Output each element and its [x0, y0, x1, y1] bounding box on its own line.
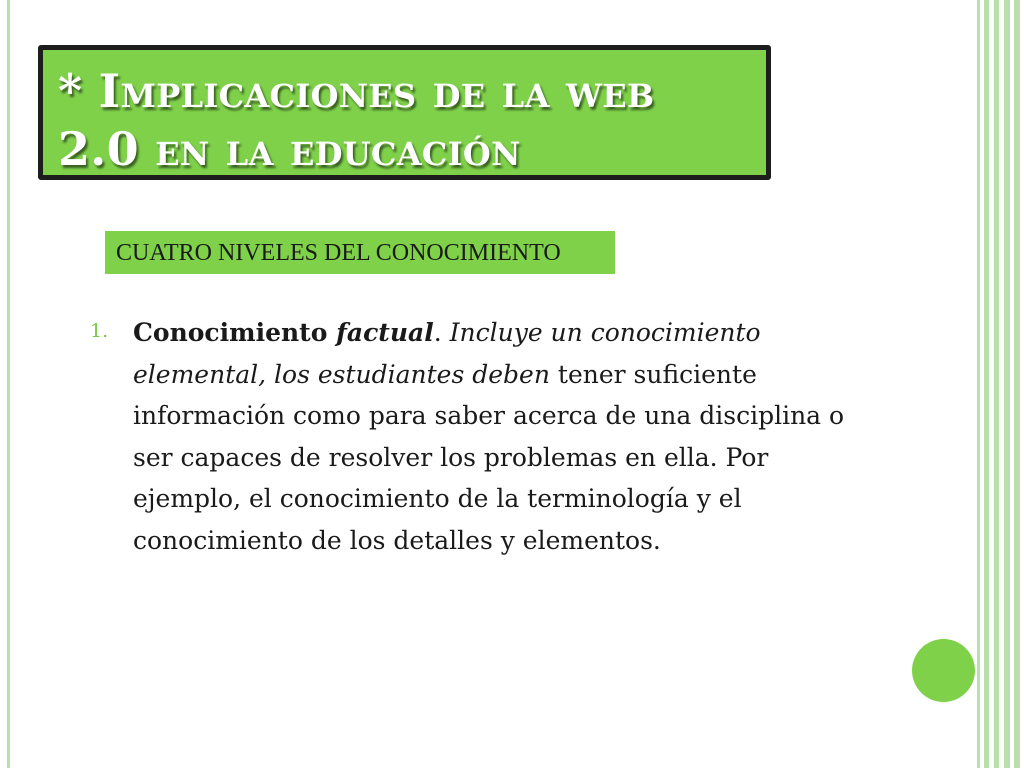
term-period: . [433, 318, 442, 347]
italic-description: Incluye un conocimiento elemental, los estudiantes deben [133, 318, 761, 389]
stripe [984, 0, 989, 768]
subtitle-text: CUATRO NIVELES DEL CONOCIMIENTO [116, 240, 561, 266]
title-box [38, 45, 771, 180]
list-item [133, 312, 873, 561]
description-text: tener suficiente información como para saber acerca de una disciplina o ser capaces de resolver los problemas en ella. Por ejemplo, el conocimiento de la terminología y el conocimiento de los detalles y elementos. [133, 359, 845, 555]
decorative-circle [912, 639, 975, 702]
slide-title [58, 62, 758, 178]
term-label: Conocimiento [133, 318, 337, 347]
left-border-stripe [7, 0, 10, 768]
stripe [1004, 0, 1010, 768]
stripe [977, 0, 980, 768]
title-line-1: * Implicaciones de la web [58, 64, 655, 118]
right-decorative-stripes [974, 0, 1024, 768]
title-line-2: 2.0 en la educación [58, 122, 521, 176]
list-item-number: 1. [90, 320, 109, 342]
stripe [1014, 0, 1020, 768]
term-italic: factual [336, 318, 434, 347]
stripe [994, 0, 999, 768]
